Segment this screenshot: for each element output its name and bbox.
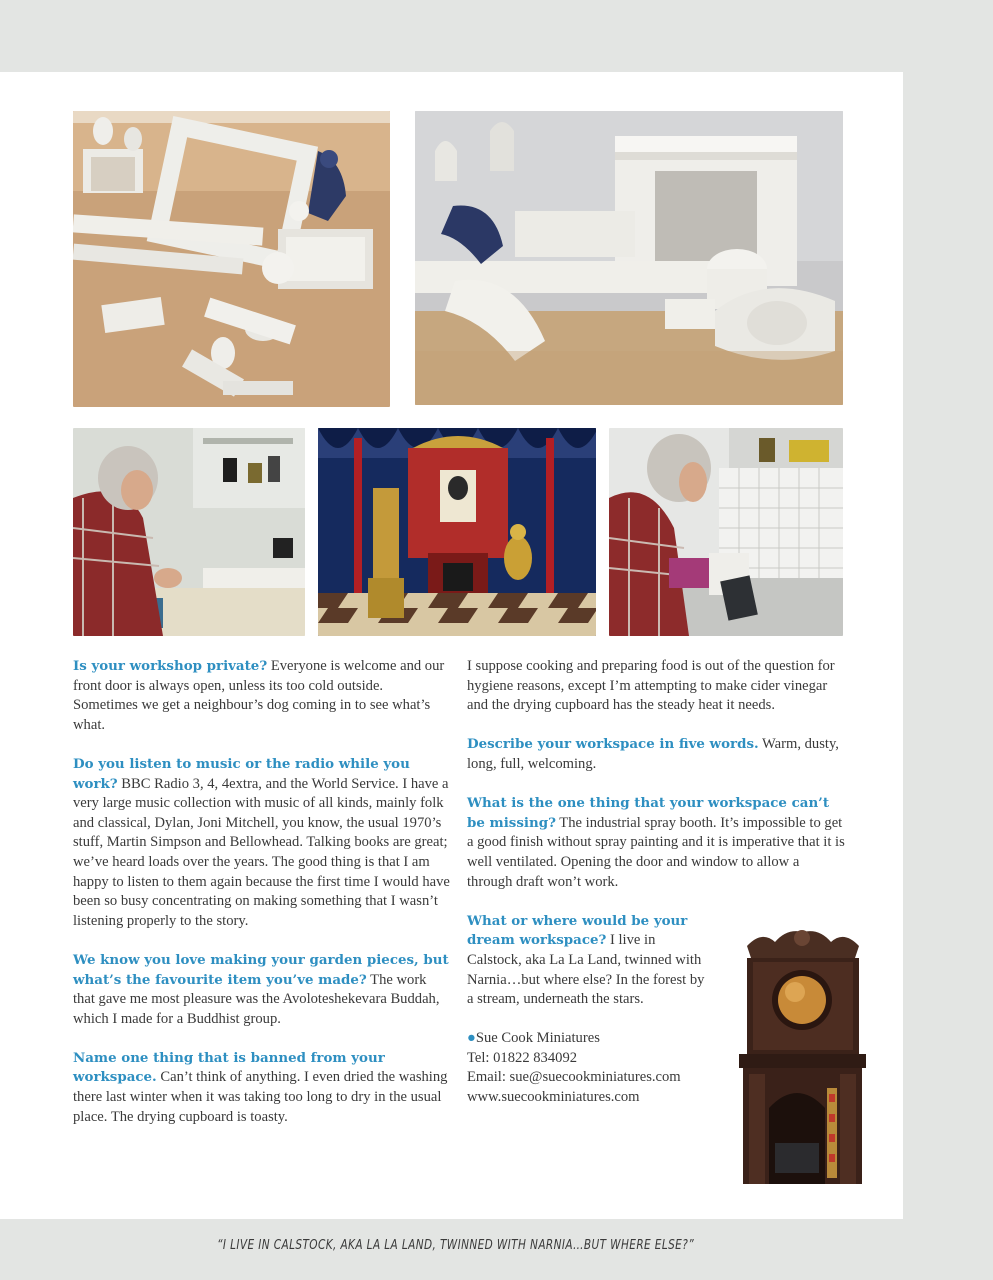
photo-miniature-fireplace	[735, 928, 870, 1184]
photo-plaster-mouldings	[73, 111, 390, 407]
interview-item	[467, 912, 712, 1010]
interview-question: What is the one thing that your workspace can’t be missing?	[467, 795, 830, 831]
contact-email: Email: sue@suecookminiatures.com	[467, 1069, 681, 1086]
interview-answer: The work that gave me most pleasure was the Avoloteshekevara Buddah, which I made for a Buddhist group.	[73, 971, 440, 1027]
photo-gothic-room-box	[318, 428, 596, 636]
interview-item	[467, 735, 845, 774]
interview-answer: Warm, dusty, long, full, welcoming.	[467, 736, 839, 772]
interview-answer: BBC Radio 3, 4, 4extra, and the World Service. I have a very large music collection with music of all kinds, mainly folk and classical, Dylan, Joni Mitchell, you know, the usual 1970’s stuff, Martin Simpson and Bellowhead. Talking books are great; we’ve heard loads over the years. The good thing is that I am happy to listen to them again because the first time I would have been so busy concentrating on making something that I wasn’t listening properly to the story.	[73, 775, 450, 929]
interview-question: Do you listen to music or the radio while you work?	[73, 755, 410, 792]
interview-item	[73, 1049, 451, 1127]
interview-answer: Everyone is welcome and our front door is always open, unless its too cold outside. Sometimes we get a neighbour’s dog coming in to see what’s what.	[73, 658, 445, 733]
text-column-left	[73, 657, 451, 1147]
interview-answer: Can’t think of anything. I even dried the washing there last winter when it was taking too long to dry in the usual place. The drying cupboard is toasty.	[73, 1069, 448, 1125]
interview-item	[73, 657, 451, 735]
photo-sue-spraying	[609, 428, 843, 636]
interview-item	[73, 951, 451, 1029]
interview-answer: I live in Calstock, aka La La Land, twinned with Narnia…but where else? In the forest by a stream, underneath the stars.	[467, 932, 705, 1008]
magazine-page	[0, 72, 903, 1253]
interview-continuation: I suppose cooking and preparing food is out of the question for hygiene reasons, except I’m attempting to make cider vinegar and the drying cupboard has the steady heat it needs.	[467, 658, 835, 714]
interview-question: Is your workshop private?	[73, 658, 268, 674]
bullet-icon: ●	[467, 1030, 476, 1047]
pull-quote: “I LIVE IN CALSTOCK, AKA LA LA LAND, TWINNED WITH NARNIA…BUT WHERE ELSE?”	[217, 1237, 695, 1253]
interview-question: What or where would be your dream workspace?	[467, 912, 688, 949]
interview-question: Describe your workspace in five words.	[467, 736, 759, 753]
contact-web: www.suecookminiatures.com	[467, 1089, 640, 1106]
photo-sue-at-workbench	[73, 428, 305, 636]
interview-item	[73, 755, 451, 931]
interview-item	[467, 794, 845, 892]
contact-name: Sue Cook Miniatures	[475, 1030, 600, 1047]
interview-question: Name one thing that is banned from your workspace.	[73, 1049, 385, 1086]
photo-fireplace-casts	[415, 111, 843, 405]
contact-tel: Tel: 01822 834092	[467, 1049, 578, 1066]
interview-question: We know you love making your garden pieces, but what’s the favourite item you’ve made?	[73, 951, 449, 988]
interview-answer: The industrial spray booth. It’s impossible to get a good finish without spray painting and it is imperative that it is well ventilated. Opening the door and window to allow a through draft won’t work.	[467, 814, 845, 890]
